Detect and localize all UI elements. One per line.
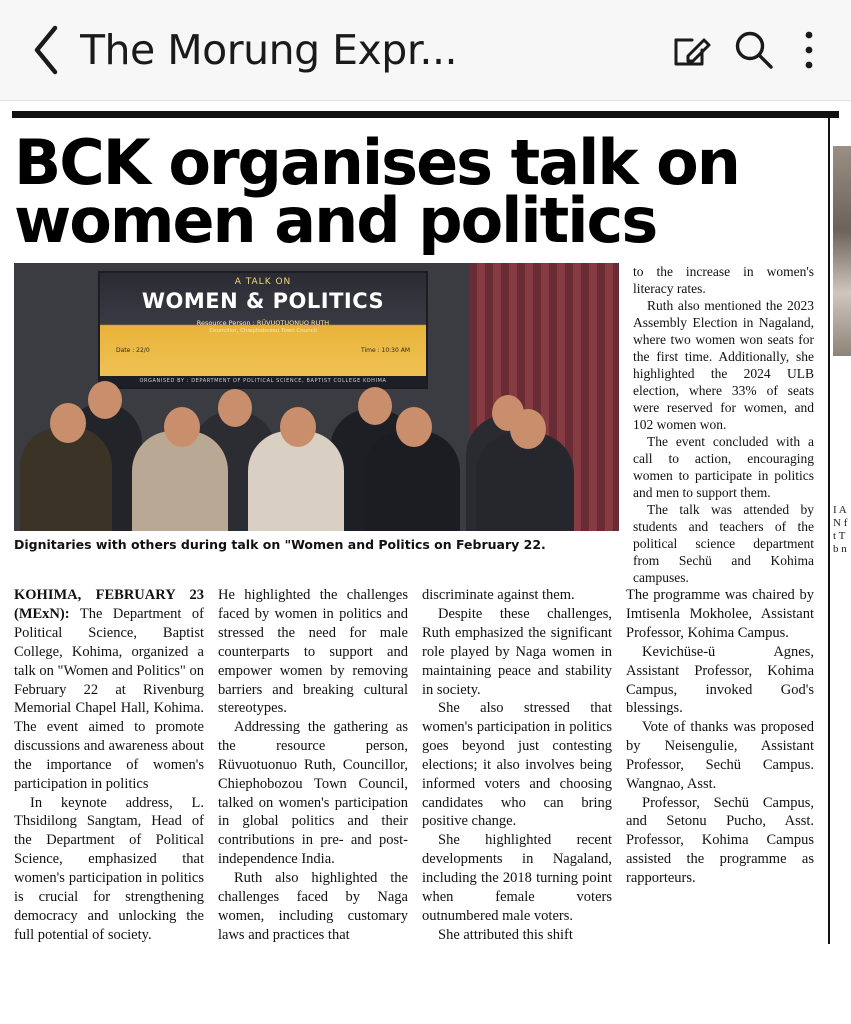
photo-caption: Dignitaries with others during talk on "Women and Politics on February 22. [14, 537, 546, 553]
poster-date: Date : 22/0 [116, 347, 150, 355]
paragraph: to the increase in women's literacy rates. [633, 264, 814, 297]
article-clipping [0, 111, 851, 944]
paragraph: She highlighted recent developments in Nagaland, including the 2018 turning point when female voters outnumbered male voters. [422, 832, 612, 924]
paragraph: In keynote address, L. Thsidilong Sangtam, Head of the Department of Political Science, emphasized that women's participation in politics is crucial for strengthening democracy and unlocking the full potential of society. [14, 794, 204, 943]
article-column-4-bottom [626, 586, 814, 944]
article-headline: BCK organises talk on women and politics [14, 126, 739, 257]
adjacent-text-edge: I A N f t T b n [833, 504, 848, 555]
article-columns [14, 586, 814, 944]
dateline: KOHIMA, FEBRUARY 23 (MExN): [14, 587, 204, 623]
paragraph: The talk was attended by students and teachers of the political science department from Sechü and Kohima campuses. [633, 502, 814, 586]
paragraph: Kevichüse-ü Agnes, Assistant Professor, Kohima Campus, invoked God's blessings. [626, 643, 815, 717]
top-rule [12, 111, 839, 118]
edit-pencil-icon[interactable] [661, 19, 723, 81]
adjacent-photo-edge [833, 146, 851, 356]
article-photo-figure [14, 263, 619, 560]
paragraph: He highlighted the challenges faced by women in politics and stressed the need for male counterparts to support and empower women by removing barriers and breaking cultural stereotypes. [218, 587, 408, 717]
back-button[interactable] [18, 22, 74, 78]
paragraph-with-dateline [14, 586, 204, 793]
poster-supertitle: A TALK ON [234, 277, 292, 288]
paragraph: Addressing the gathering as the resource person, Rüvuotuonuo Ruth, Councillor, Chiephobozou Town Council, talked on women's participation in global politics and their contributions in pre- and post- independence India. [218, 719, 408, 868]
app-bar [0, 0, 851, 101]
group-photo-people [14, 361, 619, 531]
poster-title: WOMEN & POLITICS [141, 289, 385, 314]
search-icon[interactable] [723, 19, 785, 81]
paragraph: The programme was chaired by Imtisenla Mokholee, Assistant Professor, Kohima Campus. [626, 587, 815, 641]
adjacent-column-edge [828, 118, 851, 944]
paragraph: Ruth also highlighted the challenges faced by Naga women, including customary laws and practices that [218, 869, 408, 943]
article-column-3 [422, 586, 612, 944]
poster-organiser-band: ORGANISED BY : DEPARTMENT OF POLITICAL SCIENCE, BAPTIST COLLEGE KOHIMA [100, 376, 426, 387]
article-column-1 [14, 586, 204, 944]
article-column-2 [218, 586, 408, 944]
paragraph: Vote of thanks was proposed by Neisengulie, Assistant Professor, Sechü Campus. Wangnao, Asst. [626, 719, 815, 792]
paragraph: discriminate against them. [422, 587, 575, 604]
paragraph: Professor, Sechü Campus, and Setonu Pucho, Asst. Professor, Kohima Campus assisted the programme as rapporteurs. [626, 794, 815, 886]
poster-resource-person: Resource Person : RÜVUOTUONUO RUTH [196, 319, 330, 328]
article-column-4-top [633, 263, 814, 586]
poster-councillor-line: Councillor, Chiephobozou Town Council [209, 328, 317, 335]
more-vertical-icon[interactable] [785, 19, 833, 81]
article-photo [14, 263, 619, 531]
paragraph: Ruth also mentioned the 2023 Assembly Election in Nagaland, where two women won seats for the first time. Additionally, she highlighted the 2024 ULB election, where 33% of seats were reserved for women, and 102 women won. [633, 298, 814, 433]
poster-time: Time : 10:30 AM [361, 347, 410, 355]
paragraph: The event concluded with a call to action, encouraging women to participate in politics and men to support them. [633, 434, 814, 501]
page-title: The Morung Expr... [80, 26, 458, 74]
paragraph: She attributed this shift [438, 926, 573, 943]
paragraph: Despite these challenges, Ruth emphasized the significant role played by Naga women in maintaining peace and stability in society. [422, 606, 612, 698]
article-main [0, 118, 828, 944]
paragraph-text: The Department of Political Science, Baptist College, Kohima, organized a talk on "Women and Politics" on February 22 at Rivenburg Memorial Chapel Hall, Kohima. The event aimed to promote discussions and awareness about the importance of women's participation in politics [14, 606, 204, 792]
paragraph: She also stressed that women's participation in politics goes beyond just contesting elections; it also involves being informed voters and choosing candidates who can bring positive change. [422, 700, 612, 830]
